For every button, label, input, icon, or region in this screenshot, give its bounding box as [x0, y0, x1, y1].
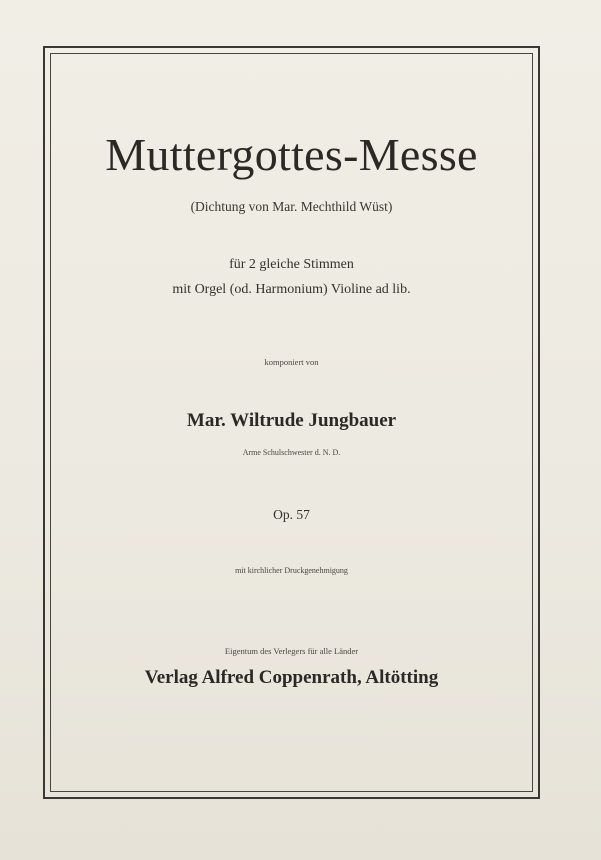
opus-number: Op. 57	[273, 507, 310, 522]
composed-by-label: komponiert von	[264, 357, 319, 367]
lyrics-credit: (Dichtung von Mar. Mechthild Wüst)	[190, 199, 393, 214]
rights-notice: Eigentum des Verlegers für alle Länder	[224, 646, 359, 656]
publisher-name: Verlag Alfred Coppenrath, Altötting	[144, 667, 439, 688]
print-approval-note: mit kirchlicher Druckgenehmigung	[235, 566, 348, 575]
instrumentation-line: mit Orgel (od. Harmonium) Violine ad lib.	[172, 282, 411, 297]
voices-line: für 2 gleiche Stimmen	[229, 257, 354, 272]
composer-name: Mar. Wiltrude Jungbauer	[186, 410, 397, 431]
composer-note: Arme Schulschwester d. N. D.	[242, 448, 341, 457]
page-title: Muttergottes-Messe	[105, 129, 478, 180]
